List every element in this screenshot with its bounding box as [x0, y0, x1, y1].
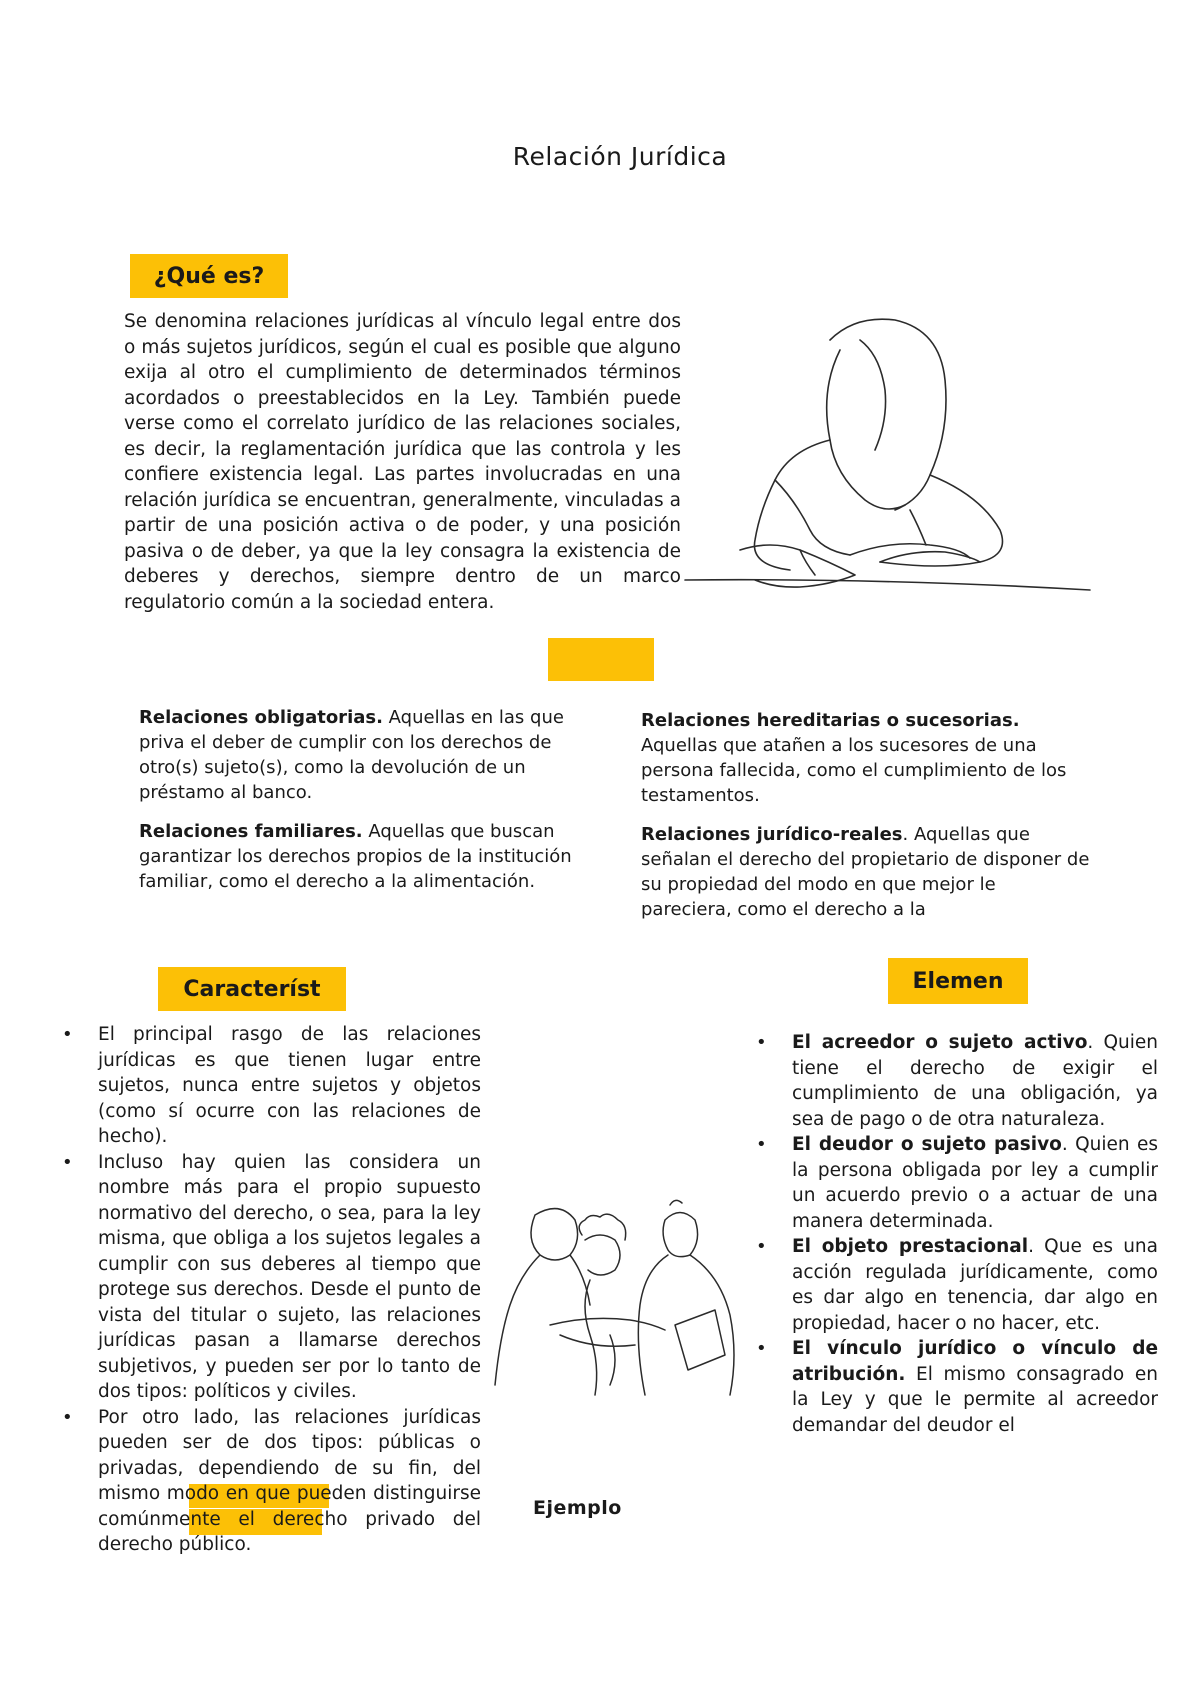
element-text: El mismo consagrado en la Ley y que le permite al acreedor demandar del deudor el	[792, 1363, 1158, 1436]
list-item	[756, 1030, 1158, 1132]
intro-paragraph: Se denomina relaciones jurídicas al vínculo legal entre dos o más sujetos jurídicos, según el cual es posible que alguno exija al otro el cumplimiento de determinados términos acordados o preestablecidos en la Ley. También puede verse como el correlato jurídico de las relaciones sociales, es decir, la reglamentación jurídica que las controla y les confiere existencia legal. Las partes involucradas en una relación jurídica se encuentran, generalmente, vinculadas a partir de una posición activa o de poder, y una posición pasiva o de deber, ya que la ley consagra la existencia de deberes y derechos, siempre dentro de un marco regulatorio común a la sociedad entera.	[124, 311, 681, 613]
list-item	[756, 1132, 1158, 1234]
characteristics-list	[62, 1022, 481, 1558]
list-item: • Por otro lado, las relaciones jurídicas pueden ser de dos tipos: públicas o privadas, dependiendo de su fin, del mismo modo en que pueden distinguirse comúnmente el derecho privado del derecho público.	[62, 1405, 481, 1558]
type-term: Relaciones familiares.	[139, 821, 363, 842]
type-text: Aquellas en las que priva el deber de cumplir con los derechos de otro(s) sujeto(s), como la devolución de un préstamo al banco.	[139, 707, 564, 803]
section-tag-what-is: ¿Qué es?	[130, 254, 288, 298]
element-text: . Quien tiene el derecho de exigir el cumplimiento de una obligación, ya sea de pago o de otra naturaleza.	[792, 1032, 1158, 1130]
element-term: El vínculo jurídico o vínculo de atribución.	[792, 1338, 1158, 1385]
type-item	[139, 705, 579, 805]
section-tag-elements: Elemen	[888, 958, 1028, 1004]
list-item: • El principal rasgo de las relaciones jurídicas es que tienen lugar entre sujetos, nunca entre sujetos y objetos (como sí ocurre con las relaciones de hecho).	[62, 1022, 481, 1150]
type-term: Relaciones jurídico-reales	[641, 824, 903, 845]
element-term: El objeto prestacional	[792, 1236, 1029, 1257]
woman-reading-illustration	[680, 300, 1100, 630]
element-text: . Que es una acción regulada jurídicamente, como es dar algo en tenencia, dar algo en propiedad, hacer o no hacer, etc.	[792, 1236, 1158, 1334]
type-text: Aquellas que atañen a los sucesores de una persona fallecida, como el cumplimiento de los testamentos.	[641, 735, 1067, 806]
element-term: El acreedor o sujeto activo	[792, 1032, 1088, 1053]
section-tag-characteristics: Característ	[158, 967, 346, 1011]
list-item	[756, 1336, 1158, 1438]
page-title: Relación Jurídica	[512, 142, 728, 171]
type-term: Relaciones obligatorias.	[139, 707, 383, 728]
types-left-column	[139, 705, 579, 928]
type-item	[139, 819, 579, 894]
type-term: Relaciones hereditarias o sucesorias.	[641, 710, 1020, 731]
example-label: Ejemplo	[533, 1497, 622, 1519]
type-text: Aquellas que buscan garantizar los derechos propios de la institución familiar, como el derecho a la alimentación.	[139, 821, 572, 892]
element-text: . Quien es la persona obligada por ley a cumplir un acuerdo previo o a actuar de una manera determinada.	[792, 1134, 1158, 1232]
type-text: . Aquellas que señalan el derecho del propietario de disponer de su propiedad del modo en que mejor le pareciera, como el derecho a la	[641, 824, 1090, 920]
group-people-illustration	[490, 1195, 760, 1415]
type-item	[641, 822, 1091, 921]
list-item	[756, 1234, 1158, 1336]
type-item	[641, 708, 1091, 808]
elements-list	[756, 1030, 1158, 1480]
element-term: El deudor o sujeto pasivo	[792, 1134, 1062, 1155]
accent-bar	[548, 638, 654, 681]
list-item: • Incluso hay quien las considera un nombre más para el propio supuesto normativo del derecho, o sea, para la ley misma, que obliga a los sujetos legales a cumplir con sus deberes al tiempo que protege sus derechos. Desde el punto de vista del titular o sujeto, las relaciones jurídicas pasan a llamarse derechos subjetivos, y pueden ser por lo tanto de dos tipos: políticos y civiles.	[62, 1150, 481, 1405]
types-right-column	[641, 708, 1091, 921]
